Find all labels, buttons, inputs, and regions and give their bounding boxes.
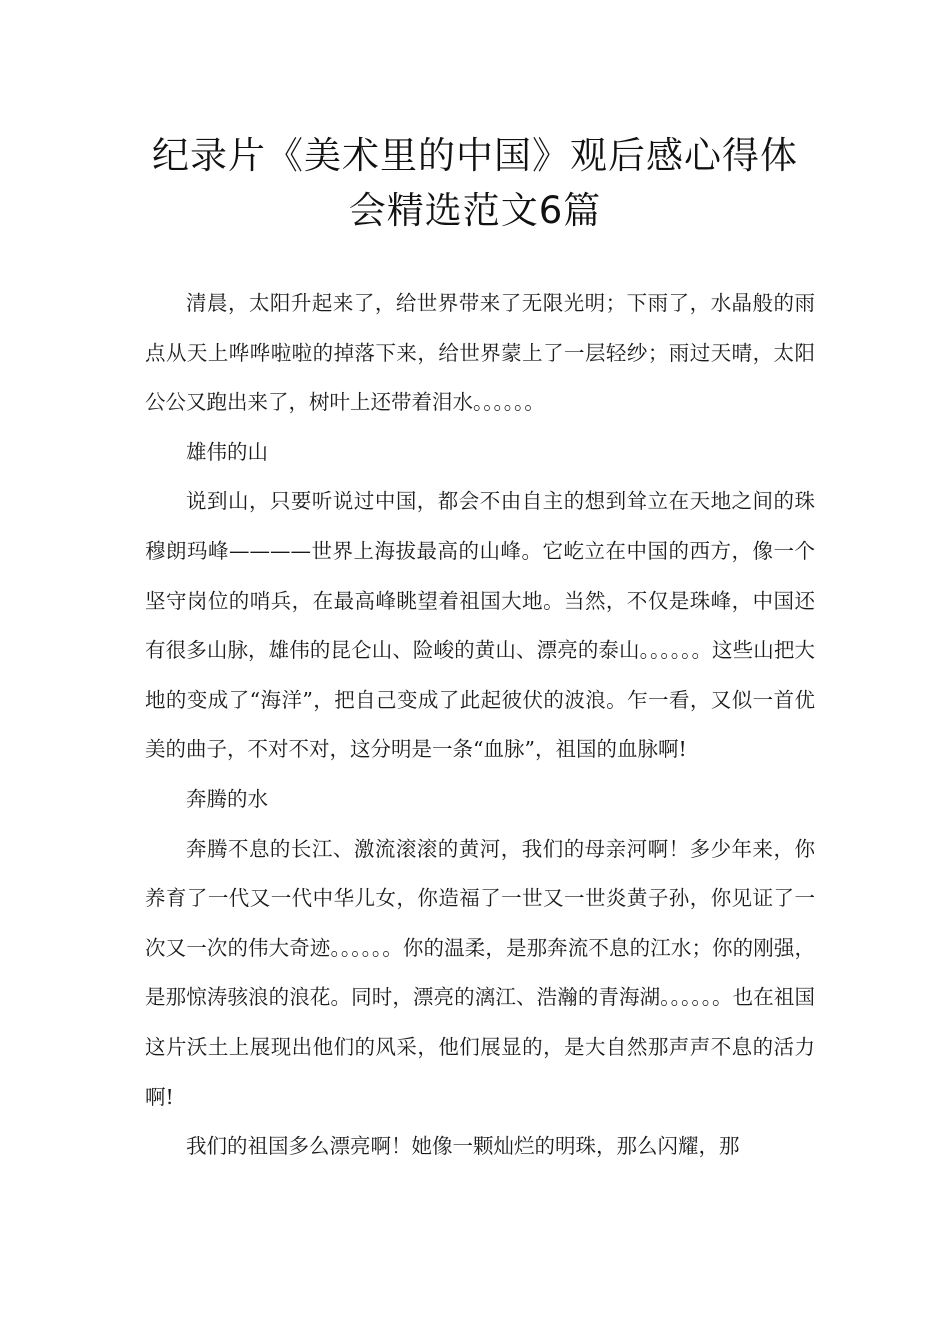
- paragraph-water: 奔腾不息的长江、激流滚滚的黄河，我们的母亲河啊！多少年来，你养育了一代又一代中华儿女，你造福了一世又一世炎黄子孙，你见证了一次又一次的伟大奇迹。。。。。。你的温柔，是那奔流不息的江水；你的刚强，是那惊涛骇浪的浪花。同时，漂亮的漓江、浩瀚的青海湖。。。。。。也在祖国这片沃土上展现出他们的风采，他们展显的，是大自然那声声不息的活力啊!: [145, 836, 815, 1109]
- document-title: [100, 128, 850, 238]
- paragraph-mountains: 说到山，只要听说过中国，都会不由自主的想到耸立在天地之间的珠穆朗玛峰————世界上海拔最高的山峰。它屹立在中国的西方，像一个坚守岗位的哨兵，在最高峰眺望着祖国大地。当然，不仅是珠峰，中国还有很多山脉，雄伟的昆仑山、险峻的黄山、漂亮的泰山。。。。。。这些山把大地的变成了“海洋”，把自己变成了此起彼伏的波浪。乍一看，又似一首优美的曲子，不对不对，这分明是一条“血脉”，祖国的血脉啊!: [145, 489, 815, 762]
- document-title-line-1: 纪录片《美术里的中国》观后感心得体: [152, 134, 798, 177]
- document-body: [145, 279, 815, 1172]
- document-title-line-2: 会精选范文6篇: [348, 189, 602, 232]
- section-heading-mountains: 雄伟的山: [186, 439, 268, 464]
- paragraph-motherland: 我们的祖国多么漂亮啊！她像一颗灿烂的明珠，那么闪耀，那: [186, 1134, 740, 1159]
- section-heading-water: 奔腾的水: [186, 786, 268, 811]
- paragraph-intro: 清晨，太阳升起来了，给世界带来了无限光明；下雨了，水晶般的雨点从天上哗哗啦啦的掉落下来，给世界蒙上了一层轻纱；雨过天晴，太阳公公又跑出来了，树叶上还带着泪水。。。。。。: [145, 291, 815, 415]
